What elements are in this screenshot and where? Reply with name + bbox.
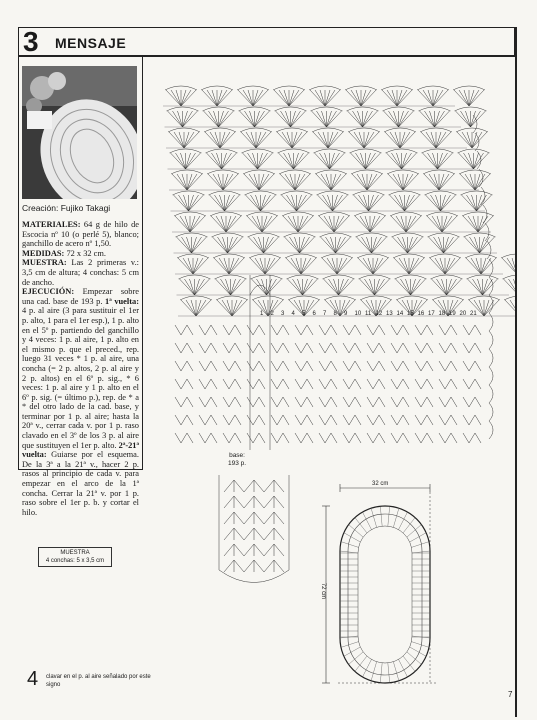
instructions-text — [22, 220, 139, 517]
width-label: 32 cm — [372, 481, 389, 487]
row-number: 7 — [323, 311, 327, 317]
materials-text: 64 g de hilo de Escocia nº 10 (o perlé 5), blanco; ganchillo de acero nº 1,50. — [22, 220, 139, 249]
row-number: 19 — [449, 311, 456, 317]
row-number: 15 — [407, 311, 414, 317]
row-number: 18 — [438, 311, 446, 317]
size-schematic — [318, 478, 458, 693]
row-number: 21 — [470, 311, 477, 317]
row-number: 12 — [375, 311, 383, 317]
round1-text: 4 p. al aire (3 para sustituir el 1er p. alto, 1 para el 1er esp.), 1 p. alto en el 5º p. partiendo del ganchillo y 4 veces: 1 p. al aire, 1 p. alto en el mismo p. que el preced., rep. luego 31 veces * 1 p. al aire, una concha (= 2 p. altos, 2 p. al aire y 2 p. altos) en el 6º p. sig., * 6 veces: 1 p. al aire y 1 p. alto en el 6º p. sig. (= último p.), rep. de * a * del otro lado de la cad. base, y terminar por 1 p. al aire; hasta la 20ª v., cerrar cada v. por 1 p. raso clavado en el 3º de los 3 p. al aire que sustituyen el 1er p. alto. — [22, 306, 139, 450]
pattern-title: MENSAJE — [55, 35, 127, 51]
base-label — [228, 452, 246, 468]
sample-strip-diagram — [214, 470, 294, 595]
designer-credit: Creación: Fujiko Takagi — [22, 203, 111, 213]
row-number: 8 — [333, 311, 337, 317]
materials-label: MATERIALES: — [22, 220, 81, 229]
footnote: clavar en el p. al aire señalado por este signo — [46, 674, 151, 688]
crochet-chart — [155, 75, 515, 455]
execution-text: Empezar sobre una cad. base de 193 p. — [22, 287, 139, 306]
row-number: 6 — [312, 311, 316, 317]
base-label-line1: base: — [229, 452, 245, 459]
row-number: 16 — [417, 311, 425, 317]
row-number: 9 — [344, 311, 348, 317]
height-label: 72 cm — [320, 582, 327, 600]
row-number: 13 — [386, 311, 393, 317]
page-number-left: 4 — [27, 668, 39, 690]
row-number: 1 — [260, 311, 264, 317]
row-number: 10 — [354, 311, 362, 317]
row-number: 20 — [459, 311, 467, 317]
gauge-box-text: 4 conchas: 5 x 3,5 cm — [45, 557, 105, 564]
row-number: 11 — [365, 311, 372, 317]
row-number: 3 — [281, 311, 285, 317]
gauge-text: Las 2 primeras v.: 3,5 cm de altura; 4 conchas: 5 cm de ancho. — [22, 258, 139, 287]
gauge-box — [38, 547, 112, 567]
page-number-right: 7 — [508, 690, 513, 699]
round2-label: 2ª-21ª vuelta: — [22, 440, 139, 460]
measures-text: 72 x 32 cm. — [64, 248, 106, 258]
row-number: 14 — [396, 311, 404, 317]
row-number: 5 — [302, 311, 306, 317]
pattern-number: 3 — [23, 26, 39, 57]
row-number: 4 — [291, 311, 295, 317]
row-number: 17 — [428, 311, 435, 317]
execution-label: EJECUCIÓN: — [22, 287, 75, 297]
row-number: 2 — [270, 311, 274, 317]
pattern-header — [18, 27, 515, 57]
measures-label: MEDIDAS: — [22, 248, 65, 258]
gauge-box-title: MUESTRA — [60, 550, 90, 556]
page-border-right — [515, 27, 517, 717]
doily-photo — [22, 66, 137, 199]
round1-label: 1ª vuelta: — [105, 296, 139, 306]
gauge-label: MUESTRA: — [22, 258, 67, 268]
round2-text: Guiarse por el esquema. De la 3ª a la 21ª v., hacer 2 p. rasos al principio de cada v. para empezar en el arco de la 1ª concha. Cerrar la 21ª v. por 1 p. raso sobre el 1er p. b. y cortar el hilo. — [22, 450, 139, 517]
base-label-line2: 193 p. — [228, 460, 247, 467]
